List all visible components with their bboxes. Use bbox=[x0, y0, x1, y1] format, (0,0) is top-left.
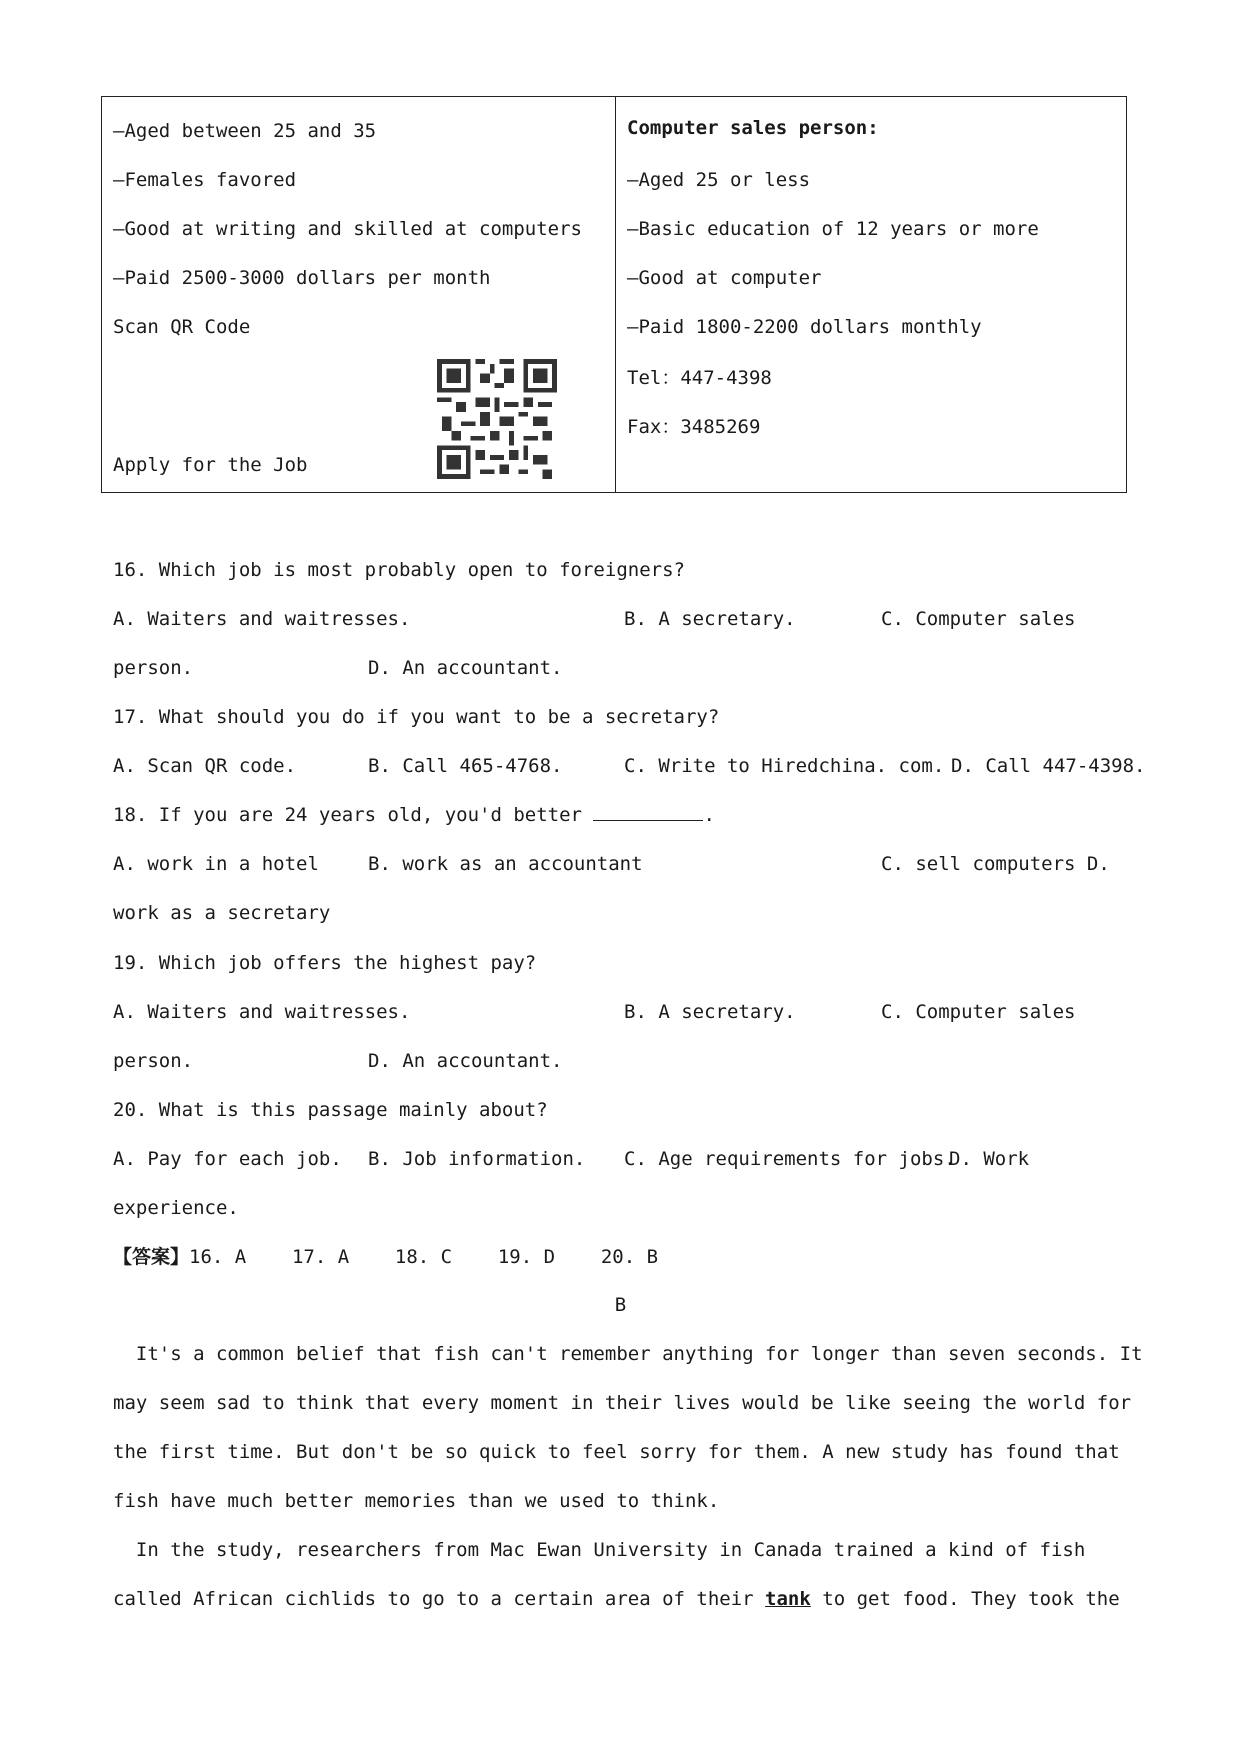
job-requirement: —Paid 1800-2200 dollars monthly bbox=[627, 316, 982, 338]
job-requirement: —Good at writing and skilled at computers bbox=[113, 218, 582, 240]
job-requirement: —Paid 2500-3000 dollars per month bbox=[113, 267, 491, 289]
question-18-text: 18. If you are 24 years old, you'd better bbox=[113, 804, 582, 826]
question-19: 19. Which job offers the highest pay? bbox=[113, 952, 537, 974]
qr-code-icon bbox=[435, 359, 559, 479]
option-d: D. Work bbox=[949, 1148, 1030, 1170]
option-d: D. An accountant. bbox=[368, 657, 563, 679]
computer-sales-job-cell bbox=[616, 97, 1126, 492]
option-a: A. Waiters and waitresses. bbox=[113, 608, 411, 630]
job-requirement: —Aged 25 or less bbox=[627, 169, 811, 191]
option-c: C. Write to Hiredchina. com. bbox=[624, 755, 945, 777]
paragraph-line: fish have much better memories than we used to think. bbox=[113, 1490, 720, 1512]
answer-key bbox=[113, 1242, 658, 1269]
question-18-end: . bbox=[703, 804, 715, 826]
paragraph-line: may seem sad to think that every moment in their lives would be like seeing the world for bbox=[113, 1392, 1132, 1414]
option-c: C. Computer sales bbox=[881, 1001, 1076, 1023]
job-requirement: —Females favored bbox=[113, 169, 297, 191]
option-b: B. Call 465-4768. bbox=[368, 755, 563, 777]
option-a: A. Pay for each job. bbox=[113, 1148, 342, 1170]
option-b: B. work as an accountant bbox=[368, 853, 643, 875]
apply-for-job-link[interactable]: Apply for the Job bbox=[113, 454, 308, 476]
option-d-cont: work as a secretary bbox=[113, 902, 331, 924]
option-c-cont: person. bbox=[113, 1050, 194, 1072]
section-heading: B bbox=[614, 1294, 627, 1316]
fax-number: Fax：3485269 bbox=[627, 416, 761, 438]
option-b: B. Job information. bbox=[368, 1148, 586, 1170]
question-18 bbox=[113, 804, 715, 826]
option-c: C. sell computers D. bbox=[881, 853, 1110, 875]
job-requirement: —Aged between 25 and 35 bbox=[113, 120, 377, 142]
paragraph-line: In the study, researchers from Mac Ewan University in Canada trained a kind of fish bbox=[113, 1539, 1086, 1561]
option-b: B. A secretary. bbox=[624, 608, 796, 630]
paragraph-line: It's a common belief that fish can't remember anything for longer than seven seconds. It bbox=[113, 1343, 1143, 1365]
paragraph-text: called African cichlids to go to a certain area of their bbox=[113, 1588, 754, 1610]
job-table bbox=[101, 96, 1127, 493]
paragraph-text: to get food. They took the bbox=[822, 1588, 1120, 1610]
paragraph-line: the first time. But don't be so quick to feel sorry for them. A new study has found that bbox=[113, 1441, 1120, 1463]
job-requirement: —Basic education of 12 years or more bbox=[627, 218, 1039, 240]
option-a: A. Scan QR code. bbox=[113, 755, 297, 777]
answer-blank bbox=[593, 804, 703, 821]
option-c: C. Age requirements for jobs. bbox=[624, 1148, 956, 1170]
answer-values: 16. A 17. A 18. C 19. D 20. B bbox=[189, 1246, 659, 1268]
tel-number: Tel：447-4398 bbox=[627, 367, 772, 389]
job-title: Computer sales person: bbox=[627, 117, 879, 139]
option-a: A. Waiters and waitresses. bbox=[113, 1001, 411, 1023]
secretary-job-cell bbox=[102, 97, 616, 492]
option-c: C. Computer sales bbox=[881, 608, 1076, 630]
question-20: 20. What is this passage mainly about? bbox=[113, 1099, 548, 1121]
option-d: D. Call 447-4398. bbox=[951, 755, 1146, 777]
option-b: B. A secretary. bbox=[624, 1001, 796, 1023]
question-17: 17. What should you do if you want to be a secretary? bbox=[113, 706, 720, 728]
option-d: D. An accountant. bbox=[368, 1050, 563, 1072]
option-c-cont: person. bbox=[113, 657, 194, 679]
option-a: A. work in a hotel bbox=[113, 853, 319, 875]
job-requirement: —Good at computer bbox=[627, 267, 822, 289]
answer-label: 【答案】 bbox=[113, 1246, 190, 1268]
option-d-cont: experience. bbox=[113, 1197, 239, 1219]
underlined-word: tank bbox=[765, 1588, 811, 1610]
paragraph-line bbox=[113, 1588, 1120, 1610]
scan-qr-label: Scan QR Code bbox=[113, 316, 251, 338]
question-16: 16. Which job is most probably open to foreigners? bbox=[113, 559, 685, 581]
